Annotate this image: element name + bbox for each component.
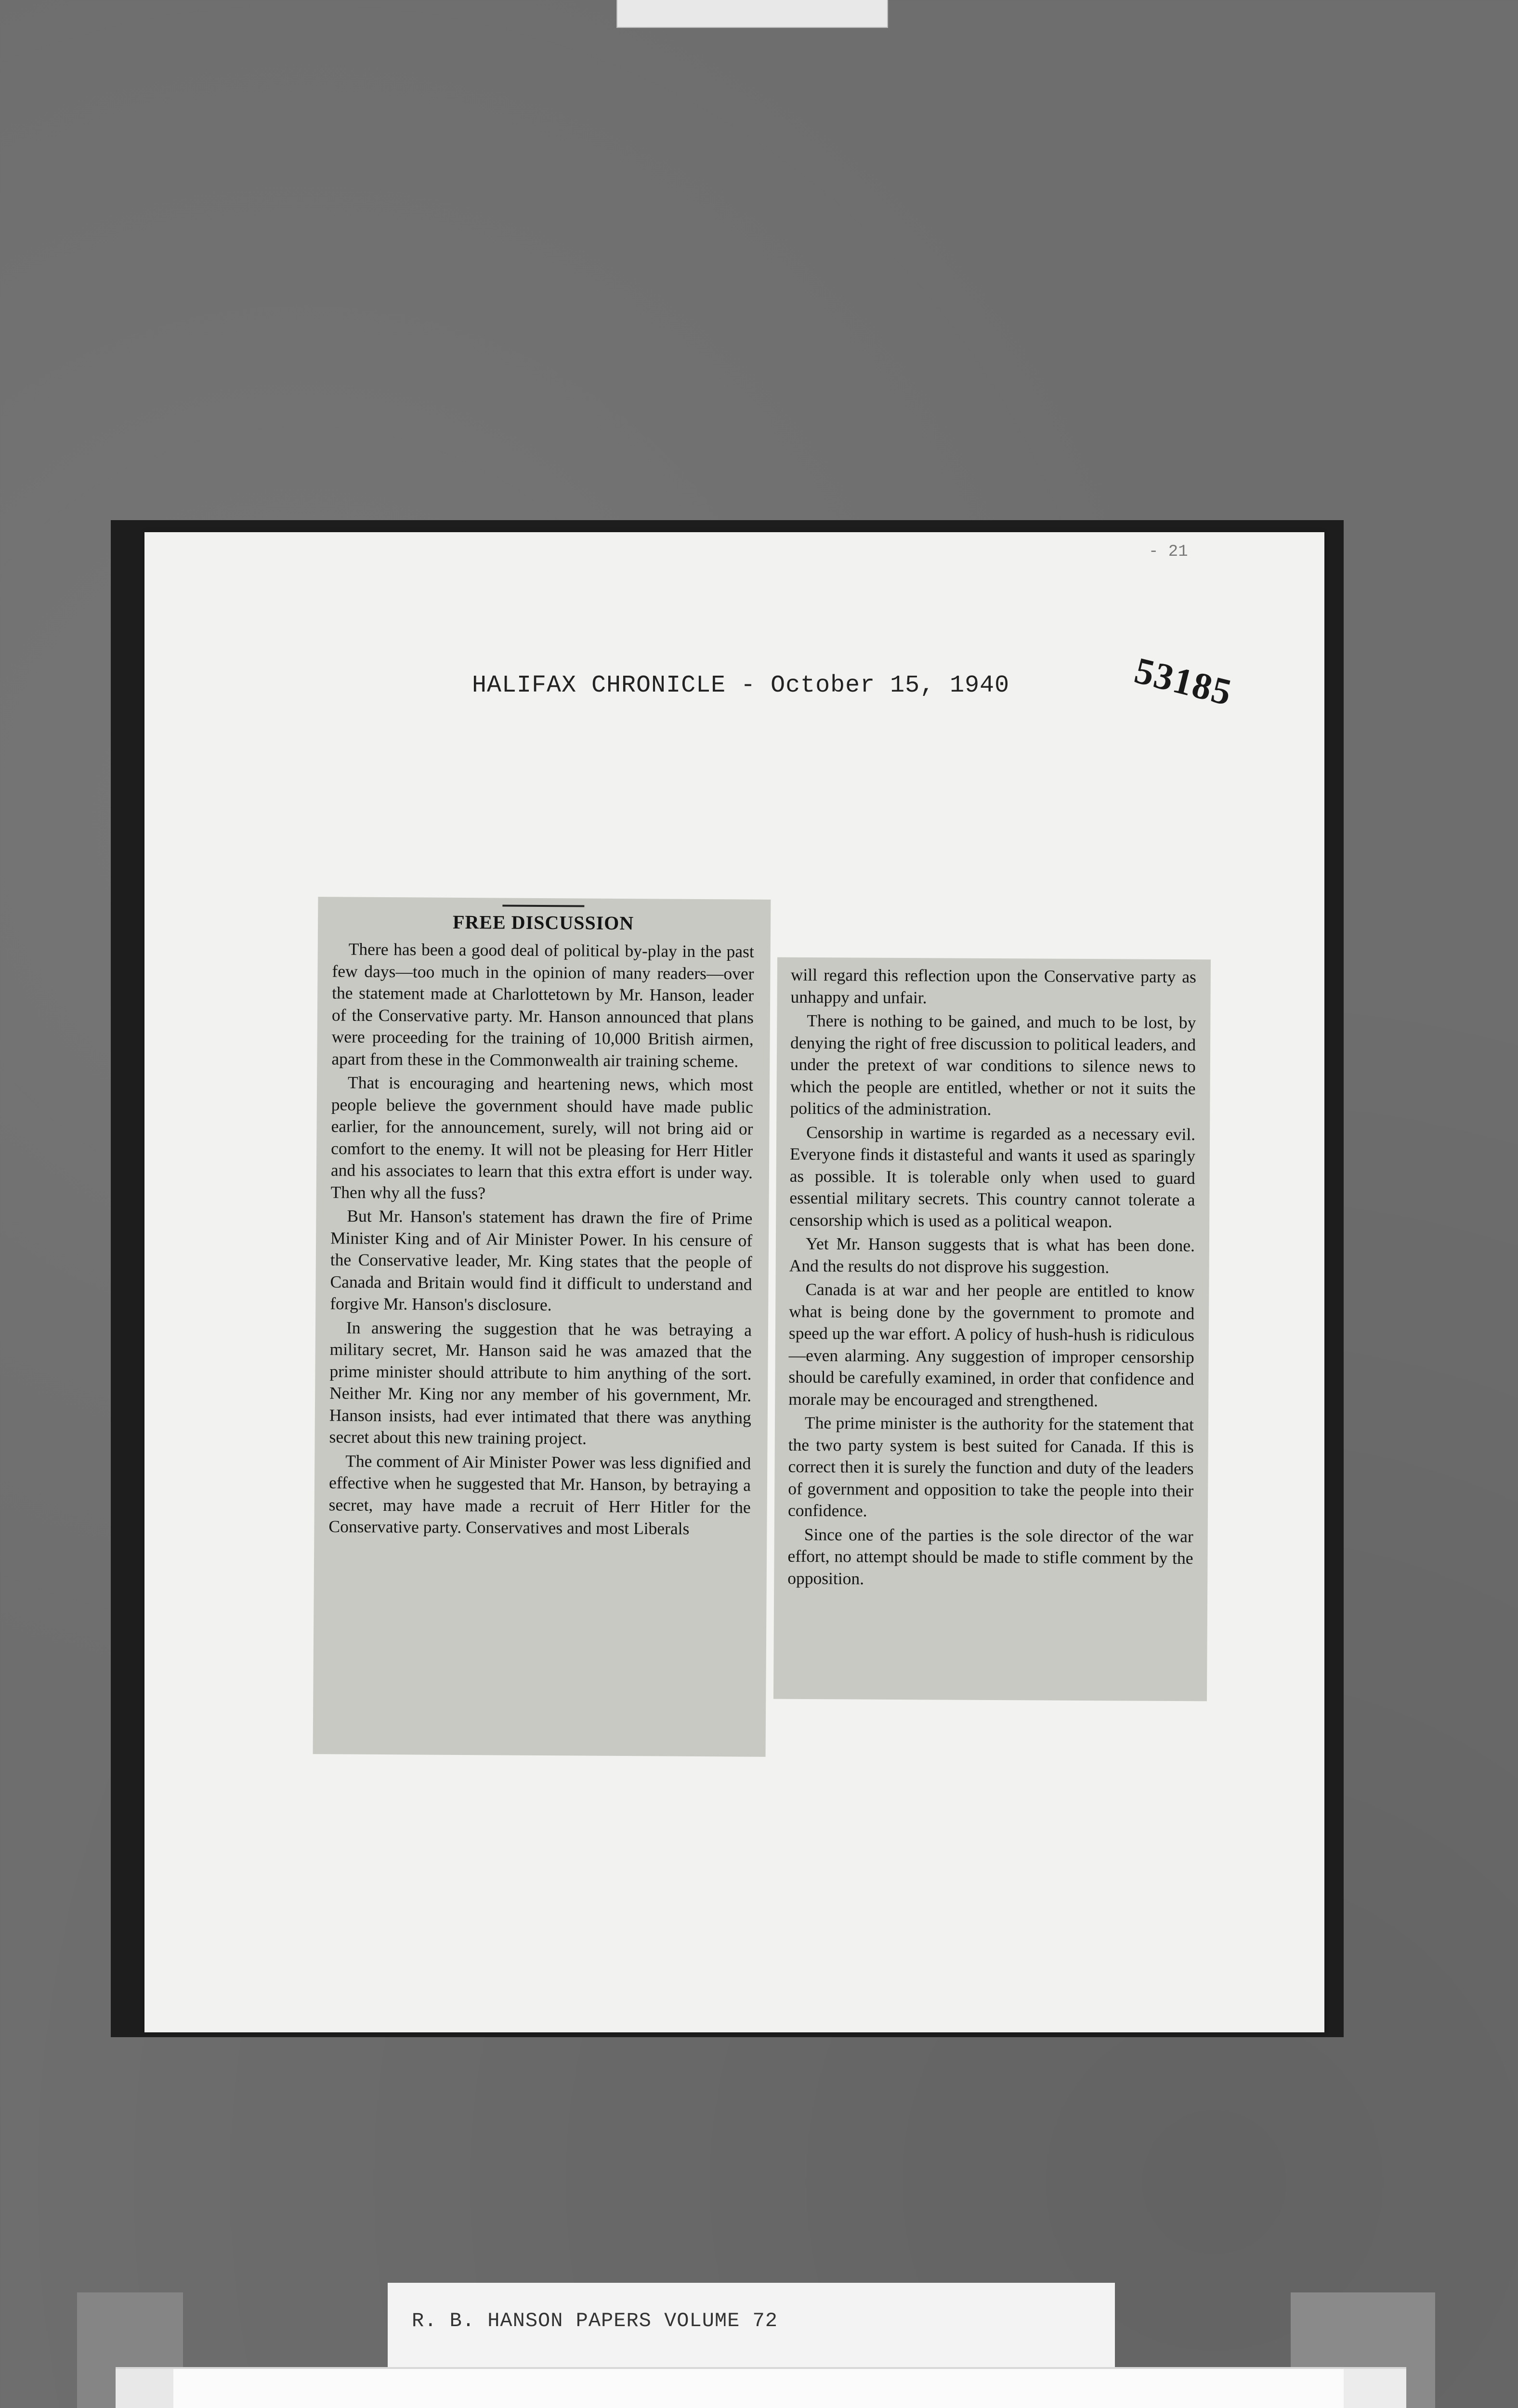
clipping-paragraph: But Mr. Hanson's statement has drawn the fire of Prime Minister King and of Air Minister Power. In his censure of the Conservative leader, Mr. King states that the people of Canada and Britain would find it difficult to understand and forgive Mr. Hanson's disclosure.	[330, 1206, 753, 1315]
archive-card	[116, 2367, 1406, 2408]
clipping-paragraph: There has been a good deal of political by-play in the past few days—too much in the opinion of many readers—over the statement made at Charlottetown by Mr. Hanson, leader of the Conservative party. Mr. Hanson announced that plans were proceeding for the training of 10,000 British airmen, apart from these in the Commonwealth air training scheme.	[331, 939, 754, 1071]
clipping-paragraph: The comment of Air Minister Power was less dignified and effective when he suggested that Mr. Hanson, by betraying a secret, may have made a recruit of Herr Hitler for the Conservative party. Conservatives and most Liberals	[328, 1451, 751, 1538]
clipping-paragraph: Yet Mr. Hanson suggests that is what has been done. And the results do not disprove his suggestion.	[789, 1233, 1195, 1277]
clipping-column-right	[773, 957, 1211, 1701]
clipping-paragraph: Canada is at war and her people are entitled to know what is being done by the government to promote and speed up the war effort. A policy of hush-hush is ridiculous—even alarming. Any suggestion of improper censorship should be carefully examined, in order that confidence and morale may be encouraged and strengthened.	[788, 1279, 1195, 1410]
corner-mark: - 21	[1149, 543, 1188, 561]
stamp-number: 53185	[1130, 649, 1237, 714]
volume-tab-label: R. B. HANSON PAPERS VOLUME 72	[388, 2283, 1115, 2408]
clipping-paragraph: The prime minister is the authority for the statement that the two party system is best suited for Canada. If this is correct then it is surely the function and duty of the leaders of government and opposition to take the people into their confidence.	[787, 1413, 1194, 1520]
clipping-paragraph: will regard this reflection upon the Conservative party as unhappy and unfair.	[790, 965, 1196, 1007]
top-mount-tab	[616, 0, 888, 28]
document-sheet	[144, 532, 1324, 2032]
source-header: HALIFAX CHRONICLE - October 15, 1940	[472, 672, 1010, 699]
headline-rule	[502, 904, 584, 907]
clipping-paragraph: Since one of the parties is the sole director of the war effort, no attempt should be made to stifle comment by the opposition.	[787, 1524, 1193, 1588]
clipping-paragraph: In answering the suggestion that he was betraying a military secret, Mr. Hanson said he was amazed that the prime minister should attribute to him anything of the sort. Neither Mr. King nor any member of his government, Mr. Hanson insists, had ever intimated that there was anything secret about this new training project.	[329, 1318, 752, 1448]
clipping-paragraph: There is nothing to be gained, and much to be lost, by denying the right of free discussion to political leaders, and under the pretext of war conditions to silence news to which the people are entitled, whether or not it suits the politics of the administration.	[790, 1010, 1196, 1119]
clipping-headline: FREE DISCUSSION	[452, 911, 634, 934]
clipping-column-left	[313, 897, 771, 1757]
clipping-paragraph: That is encouraging and heartening news, which most people believe the government should have made public earlier, for the announcement, surely, will not bring aid or comfort to the enemy. It will not be pleasing for Herr Hitler and his associates to learn that this extra effort is under way. Then why all the fuss?	[330, 1073, 754, 1203]
clipping-paragraph: Censorship in wartime is regarded as a necessary evil. Everyone finds it distasteful and wants it used as sparingly as possible. It is tolerable only when used to guard essential military secrets. This country cannot tolerate a censorship which is used as a political weapon.	[789, 1122, 1196, 1231]
